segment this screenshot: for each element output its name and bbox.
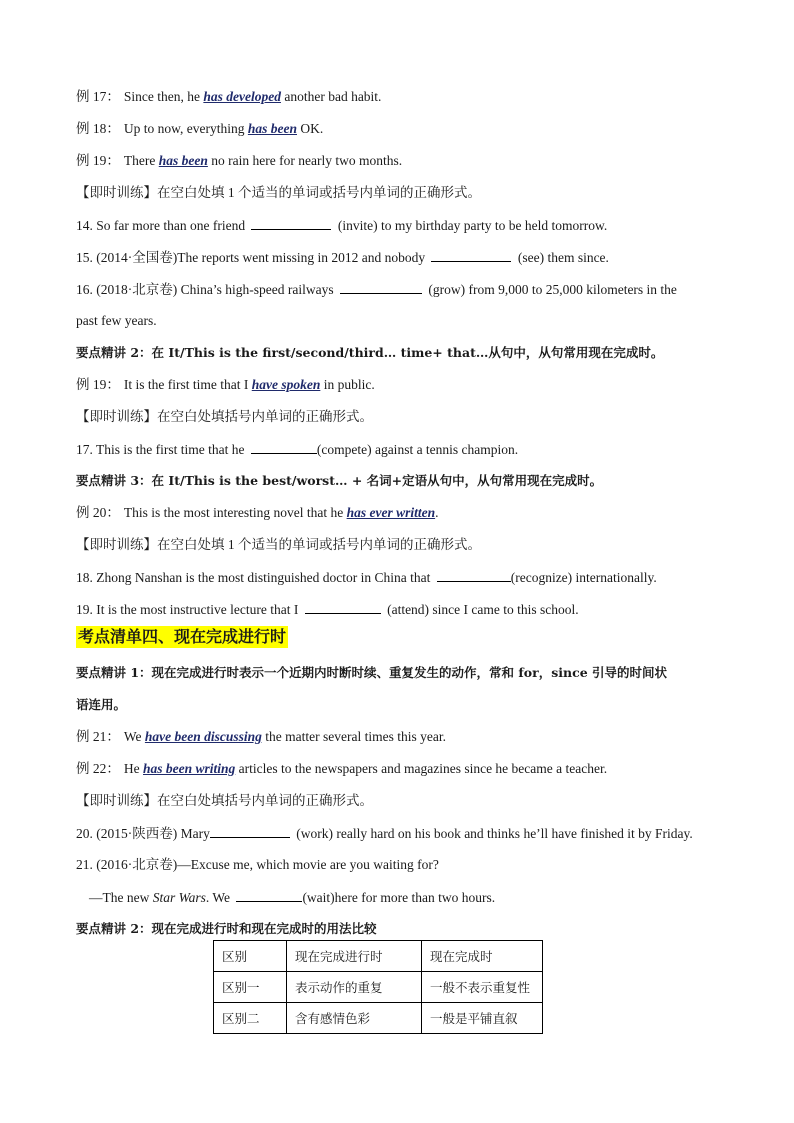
answer-blank[interactable]	[431, 248, 511, 262]
question-18: 18. Zhong Nanshan is the most distinguished doctor in China that (recognize) internationally.	[76, 570, 657, 585]
answer-blank[interactable]	[251, 216, 331, 230]
key-point-comparison: 要点精讲 2：现在完成进行时和现在完成时的用法比较	[76, 921, 377, 936]
table-cell: 一般不表示重复性	[422, 972, 543, 1003]
answer-blank[interactable]	[251, 440, 317, 454]
example-22: 例 22： He has been writing articles to the newspapers and magazines since he became a teacher.	[76, 761, 608, 776]
table-cell: 一般是平铺直叙	[422, 1003, 543, 1034]
table-row	[214, 1003, 543, 1034]
table-row	[214, 972, 543, 1003]
comparison-table	[213, 940, 543, 1034]
answer-blank[interactable]	[236, 888, 302, 902]
example-19b: 例 19： It is the first time that I have spoken in public.	[76, 377, 375, 392]
example-17: 例 17： Since then, he has developed another bad habit.	[76, 89, 382, 104]
table-header-cell: 现在完成时	[422, 941, 543, 972]
example-21: 例 21： We have been discussing the matter several times this year.	[76, 729, 446, 744]
answer-blank[interactable]	[305, 600, 381, 614]
key-point-3: 要点精讲 3：在 It/This is the best/worst… + 名词+定语从句中，从句常用现在完成时。	[76, 473, 603, 488]
answer-highlight: has ever written	[346, 505, 436, 520]
table-header-row	[214, 941, 543, 972]
drill-instruction: 【即时训练】在空白处填 1 个适当的单词或括号内单词的正确形式。	[76, 185, 481, 200]
table-cell: 表示动作的重复	[287, 972, 422, 1003]
table-cell: 区别二	[214, 1003, 287, 1034]
question-15: 15. (2014·全国卷)The reports went missing in 2012 and nobody (see) them since.	[76, 250, 609, 265]
drill-instruction: 【即时训练】在空白处填 1 个适当的单词或括号内单词的正确形式。	[76, 537, 481, 552]
answer-highlight: has been writing	[143, 761, 236, 776]
question-21-reply: —The new Star Wars. We (wait)here for more than two hours.	[89, 890, 496, 905]
section-heading: 考点清单四、现在完成进行时	[78, 627, 287, 646]
answer-highlight: has been	[247, 121, 297, 136]
table-header-cell: 现在完成进行时	[287, 941, 422, 972]
question-19: 19. It is the most instructive lecture that I (attend) since I came to this school.	[76, 602, 579, 617]
key-point-1: 要点精讲 1：现在完成进行时表示一个近期内时断时续、重复发生的动作，常和 for，since 引导的时间状	[76, 665, 667, 680]
question-17: 17. This is the first time that he (compete) against a tennis champion.	[76, 442, 519, 457]
example-20: 例 20： This is the most interesting novel that he has ever written.	[76, 505, 439, 520]
answer-highlight: have spoken	[251, 377, 321, 392]
table-cell: 区别一	[214, 972, 287, 1003]
answer-highlight: have been discussing	[144, 729, 262, 744]
drill-instruction: 【即时训练】在空白处填括号内单词的正确形式。	[76, 409, 373, 424]
answer-blank[interactable]	[210, 824, 290, 838]
answer-blank[interactable]	[437, 568, 511, 582]
question-16: 16. (2018·北京卷) China’s high-speed railways (grow) from 9,000 to 25,000 kilometers in the	[76, 282, 677, 297]
question-20: 20. (2015·陕西卷) Mary (work) really hard on his book and thinks he’ll have finished it by Friday.	[76, 826, 693, 841]
question-21: 21. (2016·北京卷)—Excuse me, which movie are you waiting for?	[76, 857, 439, 872]
answer-highlight: has been	[158, 153, 208, 168]
question-16-continued: past few years.	[76, 313, 157, 328]
answer-highlight: has developed	[203, 89, 281, 104]
question-14: 14. So far more than one friend (invite) to my birthday party to be held tomorrow.	[76, 218, 608, 233]
example-19: 例 19： There has been no rain here for nearly two months.	[76, 153, 403, 168]
answer-blank[interactable]	[340, 280, 422, 294]
table-header-cell: 区别	[214, 941, 287, 972]
drill-instruction: 【即时训练】在空白处填括号内单词的正确形式。	[76, 793, 373, 808]
key-point-2: 要点精讲 2：在 It/This is the first/second/third… time+ that…从句中，从句常用现在完成时。	[76, 345, 664, 360]
key-point-1-continued: 语连用。	[76, 697, 127, 712]
table-cell: 含有感情色彩	[287, 1003, 422, 1034]
example-18: 例 18： Up to now, everything has been OK.	[76, 121, 324, 136]
